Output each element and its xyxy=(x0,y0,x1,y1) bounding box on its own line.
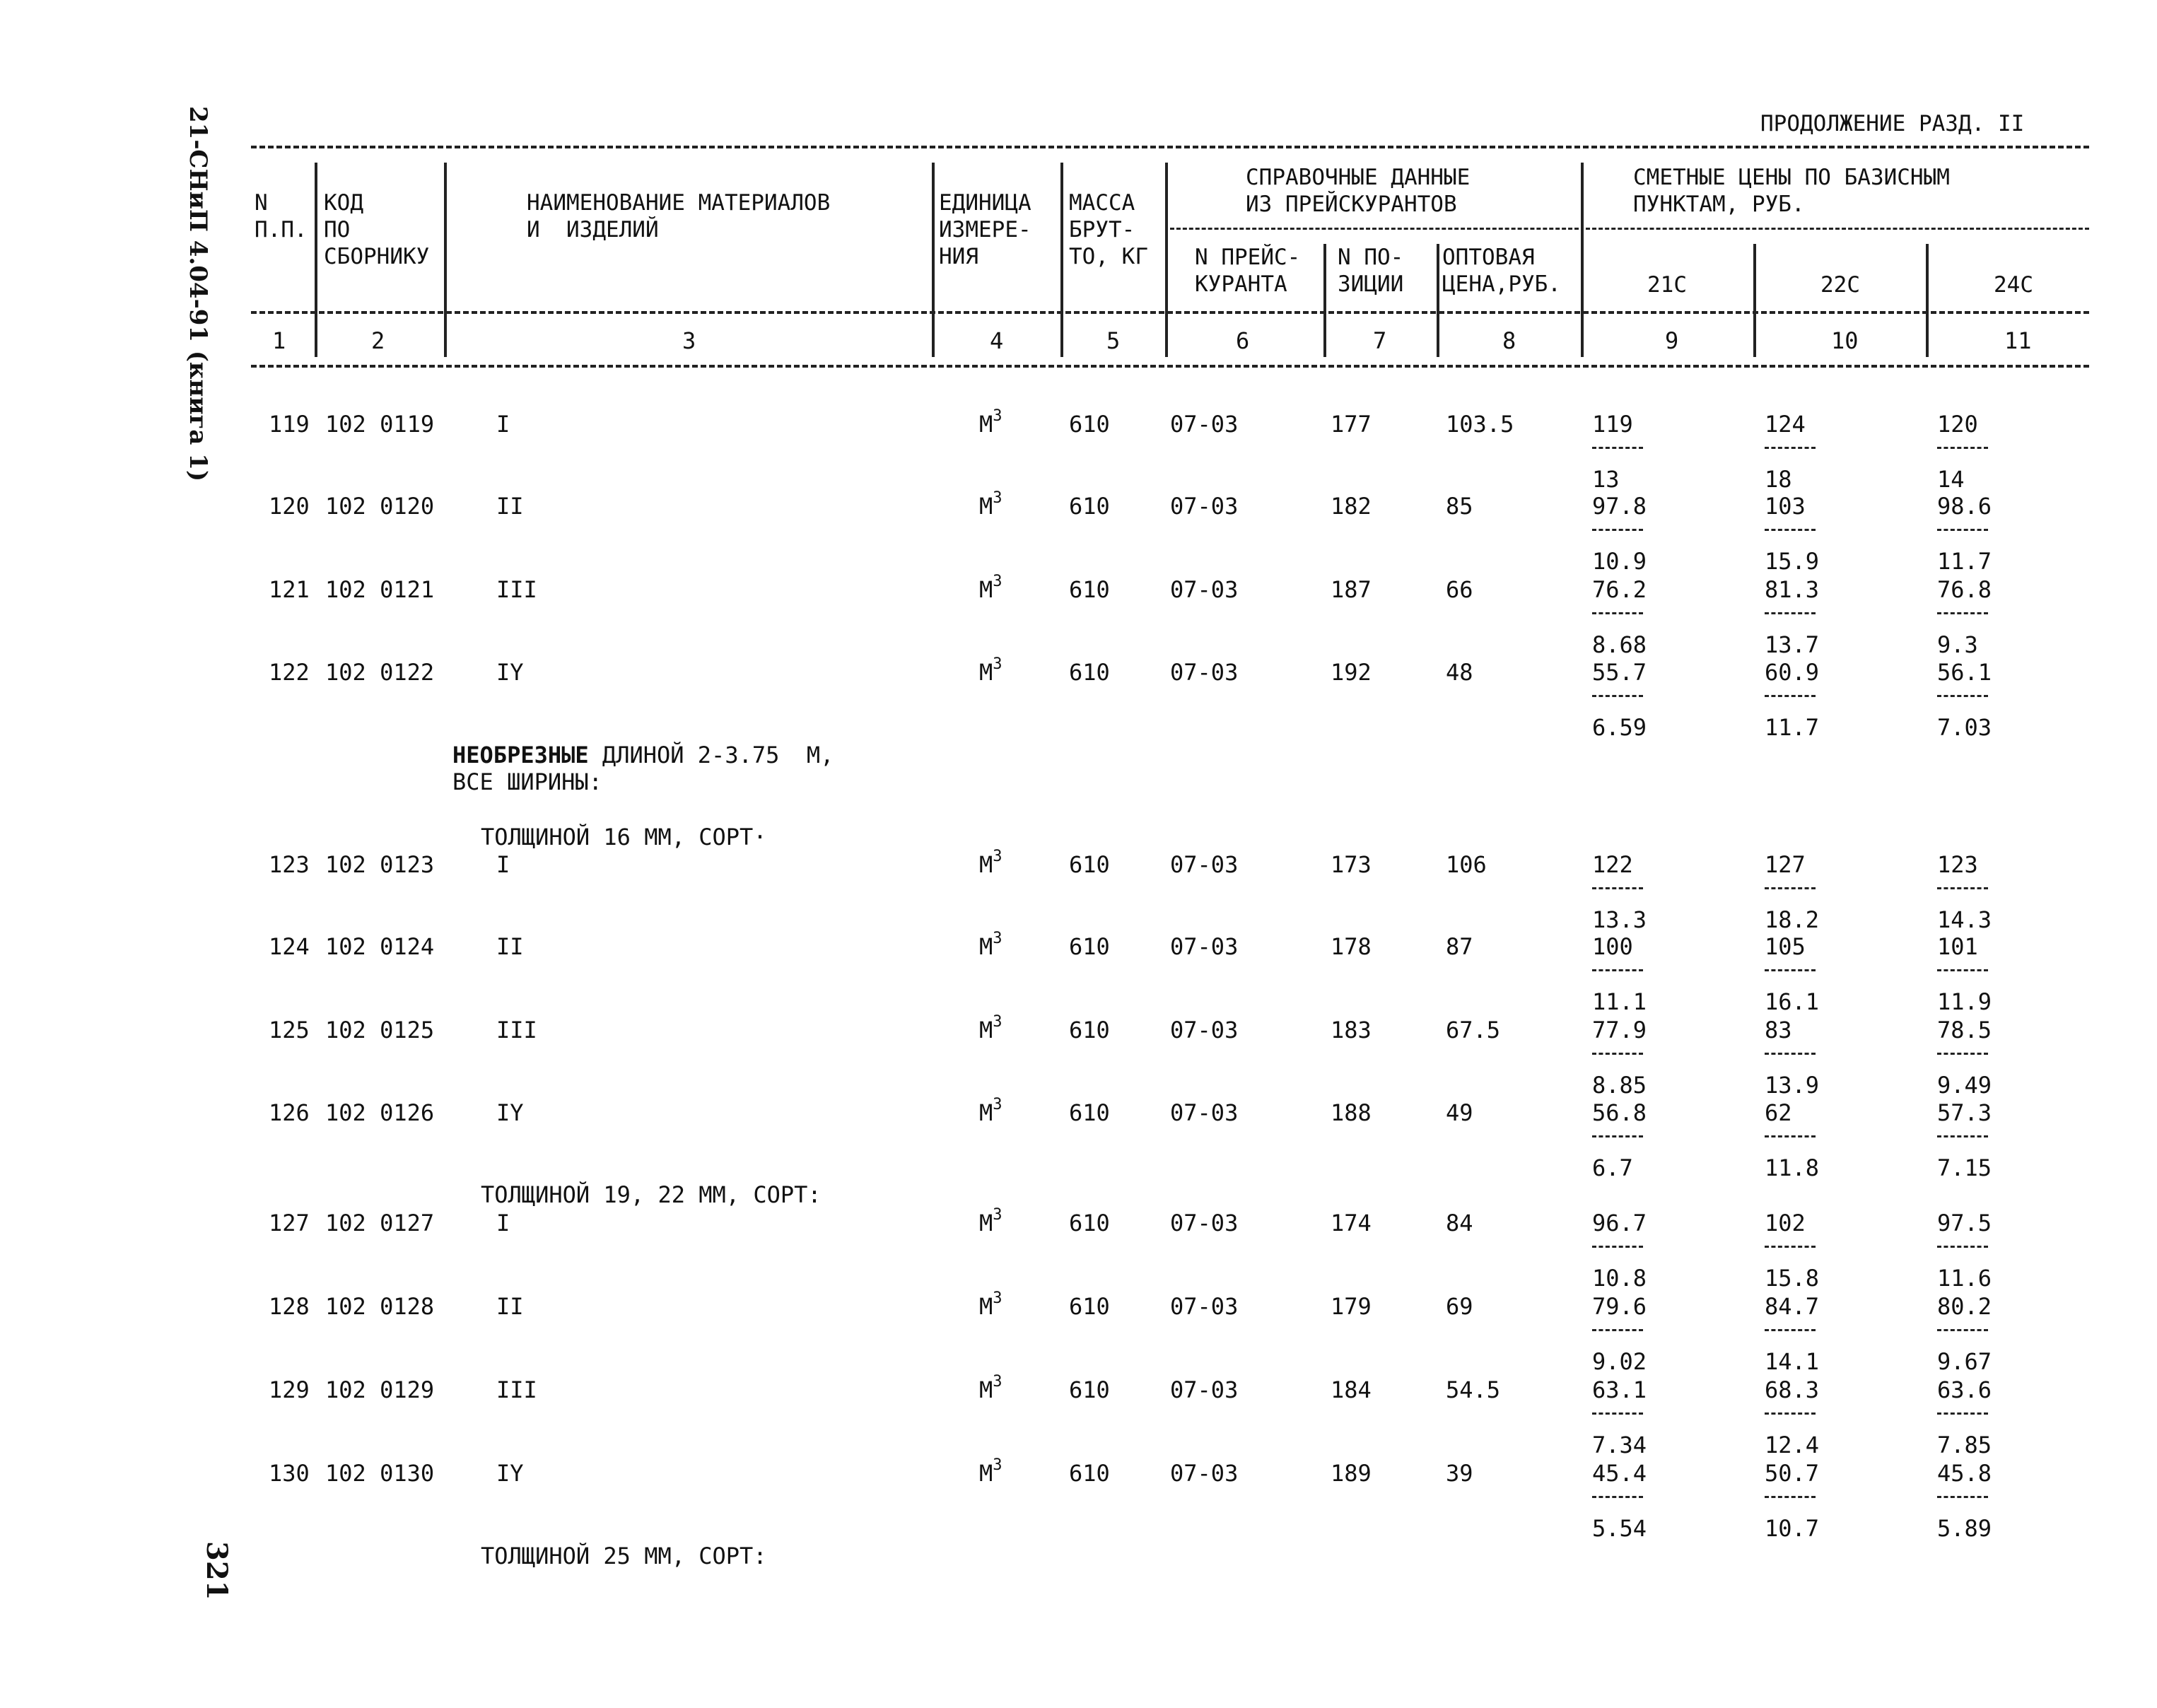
row-name: II xyxy=(496,493,524,520)
row-unit xyxy=(979,489,1002,520)
row-transport-s21: 9.02 xyxy=(1592,1348,1647,1375)
row-transport-s24: 7.15 xyxy=(1937,1154,1992,1181)
row-unit xyxy=(979,1456,1002,1487)
row-transport-s22: 11.7 xyxy=(1765,714,1820,741)
header-npp: N П.П. xyxy=(255,190,308,242)
row-number: 124 xyxy=(269,933,310,960)
row-price-24c: 120 xyxy=(1937,411,1978,438)
header-21c: 21С xyxy=(1647,272,1687,298)
row-transport-s24: 11.7 xyxy=(1937,548,1992,575)
unit-superscript: 3 xyxy=(993,1096,1002,1113)
row-price-22c: 127 xyxy=(1765,851,1806,878)
colnum-10: 10 xyxy=(1831,327,1859,354)
row-unit xyxy=(979,1206,1002,1236)
row-price-21c: 100 xyxy=(1592,933,1633,960)
ref-group-rule xyxy=(1170,228,1579,230)
row-transport-s24: 14 xyxy=(1937,466,1965,493)
unit-superscript: 3 xyxy=(993,573,1002,590)
header-bottom-rule xyxy=(251,311,2089,314)
row-number: 125 xyxy=(269,1017,310,1043)
row-transport-s24: 7.03 xyxy=(1937,714,1992,741)
fraction-bar xyxy=(1592,1135,1643,1137)
header-position: N ПО- ЗИЦИИ xyxy=(1338,245,1404,297)
row-transport-s24: 9.3 xyxy=(1937,631,1978,658)
row-position: 173 xyxy=(1331,851,1372,878)
unit-label: М xyxy=(979,851,993,878)
fraction-bar xyxy=(1937,969,1988,971)
fraction-bar xyxy=(1937,1246,1988,1248)
row-pricelist: 07-03 xyxy=(1170,659,1239,686)
row-code: 102 0121 xyxy=(325,576,435,603)
row-name: IY xyxy=(496,1460,524,1487)
row-code: 102 0124 xyxy=(325,933,435,960)
fraction-bar xyxy=(1592,1329,1643,1331)
row-transport-s24: 9.67 xyxy=(1937,1348,1992,1375)
row-unit xyxy=(979,1096,1002,1126)
unit-label: М xyxy=(979,1099,993,1126)
row-mass: 610 xyxy=(1069,1460,1110,1487)
row-price-21c: 76.2 xyxy=(1592,576,1647,603)
row-name: III xyxy=(496,1017,537,1043)
row-number: 119 xyxy=(269,411,310,438)
row-price-24c: 101 xyxy=(1937,933,1978,960)
header-ref-group: СПРАВОЧНЫЕ ДАННЫЕ ИЗ ПРЕЙСКУРАНТОВ xyxy=(1246,165,1471,217)
row-transport-s22: 13.9 xyxy=(1765,1072,1820,1099)
row-price-22c: 103 xyxy=(1765,493,1806,520)
row-transport-s21: 13 xyxy=(1592,466,1620,493)
unit-superscript: 3 xyxy=(993,1289,1002,1307)
fraction-bar xyxy=(1765,447,1816,449)
fraction-bar xyxy=(1592,612,1643,614)
row-unit xyxy=(979,573,1002,603)
row-position: 179 xyxy=(1331,1293,1372,1320)
row-wholesale-price: 49 xyxy=(1446,1099,1473,1126)
group-caption-25mm: ТОЛЩИНОЙ 25 ММ, СОРТ: xyxy=(481,1543,767,1569)
colnum-6: 6 xyxy=(1236,327,1250,354)
unit-superscript: 3 xyxy=(993,1373,1002,1391)
header-name: НАИМЕНОВАНИЕ МАТЕРИАЛОВ И ИЗДЕЛИЙ xyxy=(527,190,831,242)
group-caption-bold: НЕОБРЕЗНЫЕ xyxy=(452,742,589,768)
col-separator xyxy=(1437,244,1439,357)
unit-superscript: 3 xyxy=(993,1206,1002,1224)
row-unit xyxy=(979,930,1002,960)
fraction-bar xyxy=(1592,447,1643,449)
col-separator xyxy=(1926,244,1929,357)
unit-superscript: 3 xyxy=(993,1013,1002,1031)
price-group-rule xyxy=(1586,228,2089,230)
row-mass: 610 xyxy=(1069,576,1110,603)
row-transport-s24: 7.85 xyxy=(1937,1432,1992,1458)
row-price-22c: 83 xyxy=(1765,1017,1792,1043)
row-number: 130 xyxy=(269,1460,310,1487)
row-code: 102 0130 xyxy=(325,1460,435,1487)
row-price-24c: 98.6 xyxy=(1937,493,1992,520)
row-mass: 610 xyxy=(1069,493,1110,520)
fraction-bar xyxy=(1592,1496,1643,1498)
unit-superscript: 3 xyxy=(993,930,1002,947)
unit-superscript: 3 xyxy=(993,655,1002,673)
row-position: 184 xyxy=(1331,1376,1372,1403)
fraction-bar xyxy=(1592,887,1643,889)
row-pricelist: 07-03 xyxy=(1170,1099,1239,1126)
fraction-bar xyxy=(1765,529,1816,531)
colnum-9: 9 xyxy=(1665,327,1679,354)
row-transport-s21: 13.3 xyxy=(1592,906,1647,933)
fraction-bar xyxy=(1937,529,1988,531)
row-price-21c: 77.9 xyxy=(1592,1017,1647,1043)
row-wholesale-price: 87 xyxy=(1446,933,1473,960)
row-name: IY xyxy=(496,659,524,686)
row-name: I xyxy=(496,851,510,878)
row-price-21c: 119 xyxy=(1592,411,1633,438)
fraction-bar xyxy=(1765,1246,1816,1248)
row-price-24c: 57.3 xyxy=(1937,1099,1992,1126)
colnum-5: 5 xyxy=(1106,327,1121,354)
row-name: III xyxy=(496,1376,537,1403)
fraction-bar xyxy=(1765,887,1816,889)
colnum-4: 4 xyxy=(990,327,1004,354)
unit-label: М xyxy=(979,659,993,686)
row-mass: 610 xyxy=(1069,1017,1110,1043)
row-price-24c: 45.8 xyxy=(1937,1460,1992,1487)
group-caption-rest: ДЛИНОЙ 2-3.75 М, xyxy=(588,742,834,768)
row-price-21c: 55.7 xyxy=(1592,659,1647,686)
row-position: 188 xyxy=(1331,1099,1372,1126)
header-price-group: СМЕТНЫЕ ЦЕНЫ ПО БАЗИСНЫМ ПУНКТАМ, РУБ. xyxy=(1633,165,1950,217)
row-number: 120 xyxy=(269,493,310,520)
row-position: 189 xyxy=(1331,1460,1372,1487)
fraction-bar xyxy=(1937,1496,1988,1498)
row-unit xyxy=(979,848,1002,878)
row-transport-s22: 15.9 xyxy=(1765,548,1820,575)
row-position: 183 xyxy=(1331,1017,1372,1043)
row-transport-s21: 6.59 xyxy=(1592,714,1647,741)
row-price-21c: 63.1 xyxy=(1592,1376,1647,1403)
row-transport-s22: 13.7 xyxy=(1765,631,1820,658)
row-transport-s22: 11.8 xyxy=(1765,1154,1820,1181)
row-position: 192 xyxy=(1331,659,1372,686)
col-separator xyxy=(932,163,935,357)
row-transport-s24: 11.9 xyxy=(1937,988,1992,1015)
row-unit xyxy=(979,655,1002,686)
group-caption-widths: ВСЕ ШИРИНЫ: xyxy=(452,768,602,795)
row-transport-s22: 10.7 xyxy=(1765,1515,1820,1542)
row-position: 174 xyxy=(1331,1210,1372,1236)
row-wholesale-price: 84 xyxy=(1446,1210,1473,1236)
unit-superscript: 3 xyxy=(993,489,1002,507)
row-price-22c: 60.9 xyxy=(1765,659,1820,686)
col-separator xyxy=(1581,163,1584,357)
row-code: 102 0123 xyxy=(325,851,435,878)
row-transport-s21: 10.8 xyxy=(1592,1265,1647,1292)
header-24c: 24С xyxy=(1994,272,2033,298)
row-transport-s21: 7.34 xyxy=(1592,1432,1647,1458)
fraction-bar xyxy=(1937,447,1988,449)
fraction-bar xyxy=(1937,1135,1988,1137)
fraction-bar xyxy=(1765,1135,1816,1137)
row-pricelist: 07-03 xyxy=(1170,1017,1239,1043)
header-22c: 22С xyxy=(1820,272,1860,298)
row-transport-s24: 5.89 xyxy=(1937,1515,1992,1542)
row-transport-s22: 18 xyxy=(1765,466,1792,493)
row-price-24c: 80.2 xyxy=(1937,1293,1992,1320)
colnum-1: 1 xyxy=(272,327,286,354)
fraction-bar xyxy=(1765,1329,1816,1331)
row-position: 182 xyxy=(1331,493,1372,520)
row-price-21c: 97.8 xyxy=(1592,493,1647,520)
fraction-bar xyxy=(1937,1053,1988,1055)
row-wholesale-price: 39 xyxy=(1446,1460,1473,1487)
col-separator xyxy=(444,163,447,357)
running-head: ПРОДОЛЖЕНИЕ РАЗД. II xyxy=(1760,111,2025,136)
row-position: 178 xyxy=(1331,933,1372,960)
col-separator xyxy=(315,163,317,357)
fraction-bar xyxy=(1937,1412,1988,1415)
row-code: 102 0125 xyxy=(325,1017,435,1043)
row-mass: 610 xyxy=(1069,1210,1110,1236)
row-price-24c: 78.5 xyxy=(1937,1017,1992,1043)
row-mass: 610 xyxy=(1069,659,1110,686)
unit-label: М xyxy=(979,933,993,960)
row-price-22c: 62 xyxy=(1765,1099,1792,1126)
row-pricelist: 07-03 xyxy=(1170,1210,1239,1236)
row-price-22c: 50.7 xyxy=(1765,1460,1820,1487)
unit-label: М xyxy=(979,1210,993,1236)
colnum-7: 7 xyxy=(1373,327,1387,354)
header-top-rule xyxy=(251,146,2089,148)
row-price-24c: 123 xyxy=(1937,851,1978,878)
row-name: II xyxy=(496,1293,524,1320)
row-unit xyxy=(979,407,1002,438)
row-price-22c: 68.3 xyxy=(1765,1376,1820,1403)
row-code: 102 0126 xyxy=(325,1099,435,1126)
row-wholesale-price: 66 xyxy=(1446,576,1473,603)
row-unit xyxy=(979,1013,1002,1043)
group-caption-19-22mm: ТОЛЩИНОЙ 19, 22 ММ, СОРТ: xyxy=(481,1181,822,1208)
row-price-22c: 81.3 xyxy=(1765,576,1820,603)
group-caption-16mm: ТОЛЩИНОЙ 16 ММ, СОРТ· xyxy=(481,824,767,850)
row-position: 187 xyxy=(1331,576,1372,603)
unit-superscript: 3 xyxy=(993,848,1002,865)
row-name: I xyxy=(496,1210,510,1236)
fraction-bar xyxy=(1592,529,1643,531)
unit-label: М xyxy=(979,576,993,603)
row-transport-s21: 6.7 xyxy=(1592,1154,1633,1181)
row-transport-s22: 12.4 xyxy=(1765,1432,1820,1458)
fraction-bar xyxy=(1937,1329,1988,1331)
fraction-bar xyxy=(1937,612,1988,614)
fraction-bar xyxy=(1765,695,1816,697)
row-price-21c: 56.8 xyxy=(1592,1099,1647,1126)
row-price-21c: 122 xyxy=(1592,851,1633,878)
row-pricelist: 07-03 xyxy=(1170,576,1239,603)
row-number: 122 xyxy=(269,659,310,686)
row-pricelist: 07-03 xyxy=(1170,933,1239,960)
fraction-bar xyxy=(1765,1496,1816,1498)
col-separator xyxy=(1323,244,1326,357)
page-number: 321 xyxy=(200,1541,233,1601)
row-mass: 610 xyxy=(1069,1099,1110,1126)
header-number-rule xyxy=(251,365,2089,368)
unit-label: М xyxy=(979,411,993,438)
header-pricelist: N ПРЕЙС- КУРАНТА xyxy=(1195,245,1301,297)
row-price-22c: 105 xyxy=(1765,933,1806,960)
row-transport-s21: 11.1 xyxy=(1592,988,1647,1015)
unit-label: М xyxy=(979,1460,993,1487)
row-name: IY xyxy=(496,1099,524,1126)
row-wholesale-price: 67.5 xyxy=(1446,1017,1501,1043)
row-unit xyxy=(979,1289,1002,1320)
row-transport-s22: 15.8 xyxy=(1765,1265,1820,1292)
row-price-22c: 124 xyxy=(1765,411,1806,438)
row-number: 126 xyxy=(269,1099,310,1126)
unit-superscript: 3 xyxy=(993,1456,1002,1474)
row-wholesale-price: 48 xyxy=(1446,659,1473,686)
row-name: II xyxy=(496,933,524,960)
fraction-bar xyxy=(1592,1053,1643,1055)
row-mass: 610 xyxy=(1069,933,1110,960)
row-name: III xyxy=(496,576,537,603)
row-number: 121 xyxy=(269,576,310,603)
colnum-11: 11 xyxy=(2004,327,2032,354)
row-name: I xyxy=(496,411,510,438)
header-wholesale: ОПТОВАЯ ЦЕНА,РУБ. xyxy=(1442,245,1561,297)
row-code: 102 0120 xyxy=(325,493,435,520)
row-transport-s24: 14.3 xyxy=(1937,906,1992,933)
row-wholesale-price: 106 xyxy=(1446,851,1487,878)
row-transport-s22: 18.2 xyxy=(1765,906,1820,933)
row-transport-s24: 9.49 xyxy=(1937,1072,1992,1099)
row-price-21c: 96.7 xyxy=(1592,1210,1647,1236)
row-code: 102 0127 xyxy=(325,1210,435,1236)
row-transport-s22: 14.1 xyxy=(1765,1348,1820,1375)
fraction-bar xyxy=(1592,1246,1643,1248)
colnum-8: 8 xyxy=(1502,327,1516,354)
unit-superscript: 3 xyxy=(993,407,1002,425)
row-wholesale-price: 103.5 xyxy=(1446,411,1514,438)
row-transport-s21: 10.9 xyxy=(1592,548,1647,575)
row-price-22c: 84.7 xyxy=(1765,1293,1820,1320)
unit-label: М xyxy=(979,493,993,520)
fraction-bar xyxy=(1592,1412,1643,1415)
row-pricelist: 07-03 xyxy=(1170,1376,1239,1403)
row-code: 102 0128 xyxy=(325,1293,435,1320)
row-transport-s21: 8.68 xyxy=(1592,631,1647,658)
group-caption-unedged xyxy=(452,744,834,766)
row-transport-s21: 5.54 xyxy=(1592,1515,1647,1542)
row-price-24c: 63.6 xyxy=(1937,1376,1992,1403)
unit-label: М xyxy=(979,1376,993,1403)
row-pricelist: 07-03 xyxy=(1170,411,1239,438)
header-mass: МАССА БРУТ- ТО, КГ xyxy=(1069,190,1148,269)
row-position: 177 xyxy=(1331,411,1372,438)
fraction-bar xyxy=(1765,969,1816,971)
col-separator xyxy=(1165,163,1168,357)
row-price-24c: 56.1 xyxy=(1937,659,1992,686)
row-transport-s21: 8.85 xyxy=(1592,1072,1647,1099)
fraction-bar xyxy=(1937,887,1988,889)
row-code: 102 0122 xyxy=(325,659,435,686)
row-number: 123 xyxy=(269,851,310,878)
row-mass: 610 xyxy=(1069,851,1110,878)
row-transport-s24: 11.6 xyxy=(1937,1265,1992,1292)
row-unit xyxy=(979,1373,1002,1403)
col-separator xyxy=(1753,244,1756,357)
unit-label: М xyxy=(979,1017,993,1043)
fraction-bar xyxy=(1592,969,1643,971)
colnum-2: 2 xyxy=(371,327,385,354)
colnum-3: 3 xyxy=(682,327,696,354)
row-mass: 610 xyxy=(1069,1376,1110,1403)
fraction-bar xyxy=(1765,1053,1816,1055)
row-wholesale-price: 85 xyxy=(1446,493,1473,520)
row-number: 127 xyxy=(269,1210,310,1236)
fraction-bar xyxy=(1937,695,1988,697)
row-price-24c: 76.8 xyxy=(1937,576,1992,603)
row-price-21c: 79.6 xyxy=(1592,1293,1647,1320)
row-code: 102 0119 xyxy=(325,411,435,438)
col-separator xyxy=(1060,163,1063,357)
row-mass: 610 xyxy=(1069,1293,1110,1320)
row-mass: 610 xyxy=(1069,411,1110,438)
fraction-bar xyxy=(1765,612,1816,614)
row-price-21c: 45.4 xyxy=(1592,1460,1647,1487)
fraction-bar xyxy=(1592,695,1643,697)
row-pricelist: 07-03 xyxy=(1170,493,1239,520)
row-transport-s22: 16.1 xyxy=(1765,988,1820,1015)
row-price-24c: 97.5 xyxy=(1937,1210,1992,1236)
row-pricelist: 07-03 xyxy=(1170,1460,1239,1487)
header-code: КОД ПО СБОРНИКУ xyxy=(324,190,430,269)
row-number: 129 xyxy=(269,1376,310,1403)
row-wholesale-price: 69 xyxy=(1446,1293,1473,1320)
row-code: 102 0129 xyxy=(325,1376,435,1403)
row-price-22c: 102 xyxy=(1765,1210,1806,1236)
unit-label: М xyxy=(979,1293,993,1320)
side-document-title: 21-СНиП 4.04-91 (книга 1) xyxy=(184,106,212,482)
row-pricelist: 07-03 xyxy=(1170,851,1239,878)
header-unit: ЕДИНИЦА ИЗМЕРЕ- НИЯ xyxy=(939,190,1031,269)
row-number: 128 xyxy=(269,1293,310,1320)
fraction-bar xyxy=(1765,1412,1816,1415)
row-wholesale-price: 54.5 xyxy=(1446,1376,1501,1403)
row-pricelist: 07-03 xyxy=(1170,1293,1239,1320)
